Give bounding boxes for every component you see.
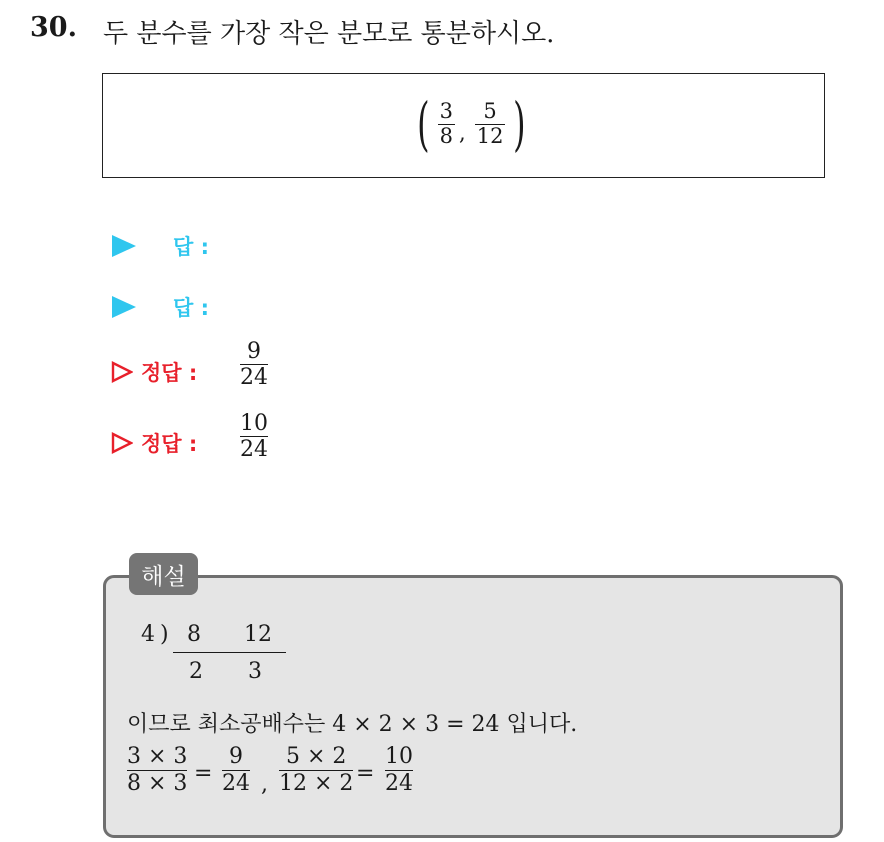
correct-answer-label: 정답 : [141,432,198,456]
fraction-denominator: 24 [240,365,268,391]
answer-label: 답 : [173,235,209,259]
fraction-numerator: 10 [385,744,413,769]
sentence-math: 4 × 2 × 3 = 24 [332,712,500,737]
division-bracket: ) [160,622,169,647]
fraction-numerator: 5 × 2 [286,744,347,769]
fraction-1-numerator: 3 [439,98,454,123]
sentence-suffix: 입니다. [506,712,578,737]
division-quotient: 3 [248,659,262,684]
fraction-denominator: 24 [240,437,268,463]
fraction-2 [472,100,509,148]
division-top-value: 8 [187,622,201,647]
fraction-separator: , [459,121,466,145]
fraction-2-numerator: 5 [483,98,497,123]
outline-triangle-icon [111,432,133,454]
question-text: 두 분수를 가장 작은 분모로 통분하시오. [103,19,555,49]
fraction-2-denominator: 12 [476,123,504,148]
sentence-prefix: 이므로 최소공배수는 [127,712,326,737]
solution-fraction-4 [385,744,413,798]
answer-label: 답 : [173,296,209,320]
division-line [173,652,286,653]
fraction-1-denominator: 8 [439,123,454,148]
answer-row-2[interactable] [112,292,209,322]
equals-sign: = [194,761,213,786]
close-paren: ) [513,90,526,158]
solution-tag: 해설 [129,553,198,595]
equals-sign: = [356,761,375,786]
correct-answer-2-fraction [240,411,268,463]
fraction-denominator: 8 × 3 [127,771,188,797]
division-quotient: 2 [189,659,203,684]
play-triangle-icon [112,235,136,257]
fraction-denominator: 24 [222,771,250,797]
solution-fraction-2 [222,744,250,798]
division-top-value: 12 [244,622,272,647]
correct-answer-row-1 [111,357,197,387]
correct-answer-1-fraction [240,339,268,391]
solution-fraction-1 [127,744,187,798]
fraction-numerator: 10 [240,411,268,436]
solution-sentence [127,707,577,738]
fraction-numerator: 3 × 3 [127,744,188,769]
question-number: 30. [30,12,77,43]
fraction-1 [435,100,458,148]
fraction-denominator: 12 × 2 [279,771,354,797]
solution-fraction-3 [279,744,353,798]
play-triangle-icon [112,296,136,318]
correct-answer-row-2 [111,428,197,458]
answer-row-1[interactable] [112,231,209,261]
fraction-numerator: 9 [247,339,261,364]
fraction-denominator: 24 [385,771,413,797]
equation-comma: , [261,772,268,797]
open-paren: ( [417,90,430,158]
correct-answer-label: 정답 : [141,361,198,385]
outline-triangle-icon [111,361,133,383]
fraction-pair [412,91,531,157]
fraction-numerator: 9 [229,744,243,769]
division-divisor: 4 [141,622,155,647]
